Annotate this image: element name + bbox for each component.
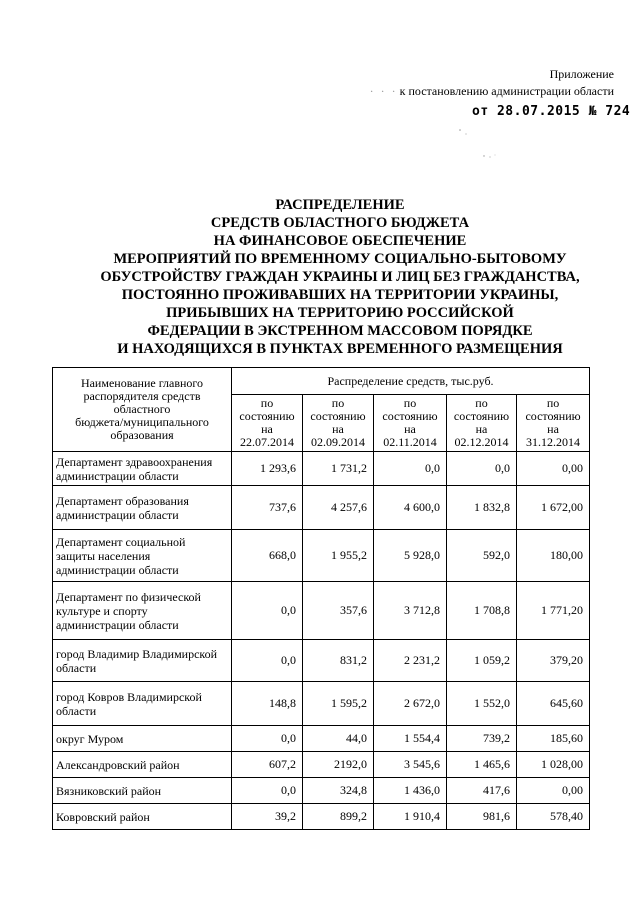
column-header-date-line: состоянию [453, 409, 510, 423]
value-cell: 592,0 [447, 530, 517, 582]
table-row [53, 778, 590, 804]
value-cell: 180,00 [517, 530, 590, 582]
row-name-line: администрации области [56, 507, 179, 522]
row-name-line: Ковровский район [56, 809, 150, 824]
row-name-line: Департамент по физической [56, 589, 201, 604]
column-header-date [374, 395, 447, 452]
value-cell: 2 672,0 [374, 682, 447, 726]
table-body [53, 452, 590, 830]
value-cell: 1 436,0 [374, 778, 447, 804]
column-header-date-line: по [331, 396, 345, 410]
row-name-line: культуре и спорту [56, 603, 148, 618]
value-cell: 0,0 [232, 726, 303, 752]
title-line: МЕРОПРИЯТИЙ ПО ВРЕМЕННОМУ СОЦИАЛЬНО-БЫТОВОМУ [113, 251, 567, 267]
title-line: СРЕДСТВ ОБЛАСТНОГО БЮДЖЕТА [210, 215, 470, 231]
value-cell: 39,2 [232, 804, 303, 830]
title-line: И НАХОДЯЩИХСЯ В ПУНКТАХ ВРЕМЕННОГО РАЗМЕЩЕНИЯ [117, 341, 563, 357]
value-cell: 831,2 [303, 640, 374, 682]
title-line: ОБУСТРОЙСТВУ ГРАЖДАН УКРАИНЫ И ЛИЦ БЕЗ ГРАЖДАНСТВА, [100, 269, 580, 285]
column-header-name-line: бюджета/муниципального [75, 415, 209, 429]
column-header-date-line: 02.09.2014 [311, 435, 365, 449]
column-header-date-line: 02.12.2014 [454, 435, 509, 449]
column-header-date-line: состоянию [310, 409, 366, 423]
column-header-date-line: на [404, 422, 416, 436]
distribution-table [52, 367, 590, 830]
column-header-date-line: по [403, 396, 417, 410]
value-cell: 2 231,2 [374, 640, 447, 682]
value-cell: 1 708,8 [447, 582, 517, 640]
value-cell: 1 955,2 [303, 530, 374, 582]
table-row [53, 804, 590, 830]
value-cell: 668,0 [232, 530, 303, 582]
row-name-cell [53, 752, 232, 778]
table-row [53, 486, 590, 530]
value-cell: 44,0 [303, 726, 374, 752]
column-header-date-line: 02.11.2014 [383, 435, 437, 449]
value-cell: 1 771,20 [517, 582, 590, 640]
row-name-line: город Ковров Владимирской [56, 689, 202, 704]
column-header-name-line: образования [110, 428, 174, 442]
title-line: РАСПРЕДЕЛЕНИЕ [275, 197, 405, 213]
row-name-cell [53, 682, 232, 726]
value-cell: 1 910,4 [374, 804, 447, 830]
column-header-date [303, 395, 374, 452]
column-header-date-line: на [547, 422, 559, 436]
column-header-date-line: на [475, 422, 488, 436]
value-cell: 1 059,2 [447, 640, 517, 682]
table-row [53, 752, 590, 778]
table-row [53, 726, 590, 752]
value-cell: 607,2 [232, 752, 303, 778]
row-name-line: защиты населения [56, 548, 151, 563]
appendix-line-2-text: к постановлению администрации области [399, 84, 614, 98]
table-row [53, 682, 590, 726]
column-header-date [517, 395, 590, 452]
column-header-date-line: по [475, 396, 488, 410]
value-cell: 1 028,00 [517, 752, 590, 778]
value-cell: 0,0 [232, 778, 303, 804]
column-header-name-line: распорядителя средств [83, 389, 201, 403]
table-row [53, 530, 590, 582]
row-name-line: Департамент здравоохранения [56, 454, 213, 469]
column-header-distribution: Распределение средств, тыс.руб. [232, 368, 590, 395]
row-name-cell [53, 726, 232, 752]
value-cell: 4 257,6 [303, 486, 374, 530]
row-name-cell [53, 530, 232, 582]
value-cell: 185,60 [517, 726, 590, 752]
row-name-line: администрации области [56, 468, 179, 483]
document-stamp [472, 104, 630, 119]
table-row [53, 582, 590, 640]
column-header-date [232, 395, 303, 452]
row-name-cell [53, 804, 232, 830]
row-name-line: Вязниковский район [56, 783, 162, 798]
column-header-name-line: Наименование главного [80, 376, 204, 390]
stamp-date: 28.07.2015 [496, 104, 581, 119]
column-header-date-line: состоянию [525, 409, 581, 423]
value-cell: 0,0 [447, 452, 517, 486]
column-header-name [53, 368, 232, 452]
value-cell: 1 552,0 [447, 682, 517, 726]
appendix-line-1: Приложение [549, 67, 614, 81]
value-cell: 417,6 [447, 778, 517, 804]
value-cell: 1 293,6 [232, 452, 303, 486]
title-line: ПОСТОЯННО ПРОЖИВАВШИХ НА ТЕРРИТОРИИ УКРАИНЫ, [121, 287, 559, 303]
value-cell: 379,20 [517, 640, 590, 682]
value-cell: 0,00 [517, 452, 590, 486]
value-cell: 3 545,6 [374, 752, 447, 778]
stamp-number-sign: № [588, 104, 597, 119]
row-name-cell [53, 452, 232, 486]
row-name-line: администрации области [56, 562, 179, 577]
row-name-cell [53, 582, 232, 640]
value-cell: 1 672,00 [517, 486, 590, 530]
row-name-line: Департамент социальной [56, 534, 186, 549]
table-row [53, 452, 590, 486]
row-name-cell [53, 640, 232, 682]
column-header-date-line: состоянию [239, 409, 295, 423]
row-name-line: области [56, 703, 97, 718]
value-cell: 981,6 [447, 804, 517, 830]
title-line: ФЕДЕРАЦИИ В ЭКСТРЕННОМ МАССОВОМ ПОРЯДКЕ [147, 323, 533, 339]
scan-specks [440, 126, 500, 166]
value-cell: 1 554,4 [374, 726, 447, 752]
value-cell: 1 595,2 [303, 682, 374, 726]
row-name-line: области [56, 660, 97, 675]
row-name-line: Александровский район [56, 757, 180, 772]
column-header-name-line: областного [113, 402, 171, 416]
value-cell: 357,6 [303, 582, 374, 640]
value-cell: 4 600,0 [374, 486, 447, 530]
value-cell: 5 928,0 [374, 530, 447, 582]
value-cell: 3 712,8 [374, 582, 447, 640]
column-header-date-line: на [261, 422, 273, 436]
document-title [40, 196, 640, 358]
value-cell: 0,0 [232, 640, 303, 682]
value-cell: 1 731,2 [303, 452, 374, 486]
column-header-date [447, 395, 517, 452]
value-cell: 578,40 [517, 804, 590, 830]
row-name-line: Департамент образования [56, 493, 189, 508]
appendix-line-2 [370, 83, 614, 100]
table-row [53, 640, 590, 682]
title-line: НА ФИНАНСОВОЕ ОБЕСПЕЧЕНИЕ [213, 233, 467, 249]
value-cell: 737,6 [232, 486, 303, 530]
column-header-date-line: 22.07.2014 [240, 435, 294, 449]
row-name-cell [53, 778, 232, 804]
value-cell: 1 465,6 [447, 752, 517, 778]
value-cell: 0,0 [374, 452, 447, 486]
column-header-date-line: 31.12.2014 [526, 435, 581, 449]
value-cell: 324,8 [303, 778, 374, 804]
row-name-line: округ Муром [56, 731, 124, 746]
value-cell: 2192,0 [303, 752, 374, 778]
value-cell: 739,2 [447, 726, 517, 752]
column-header-date-line: по [546, 396, 560, 410]
value-cell: 645,60 [517, 682, 590, 726]
appendix-note [370, 66, 614, 100]
title-line: ПРИБЫВШИХ НА ТЕРРИТОРИЮ РОССИЙСКОЙ [166, 305, 514, 321]
row-name-cell [53, 486, 232, 530]
column-header-date-line: на [332, 422, 344, 436]
stamp-prefix: от [472, 104, 489, 119]
column-header-date-line: состоянию [382, 409, 438, 423]
value-cell: 0,00 [517, 778, 590, 804]
row-name-line: город Владимир Владимирской [56, 646, 218, 661]
dotted-mark: · · · [369, 84, 398, 98]
value-cell: 0,0 [232, 582, 303, 640]
column-header-date-line: по [260, 396, 274, 410]
row-name-line: администрации области [56, 617, 179, 632]
value-cell: 148,8 [232, 682, 303, 726]
value-cell: 1 832,8 [447, 486, 517, 530]
stamp-number: 724 [605, 104, 631, 119]
value-cell: 899,2 [303, 804, 374, 830]
